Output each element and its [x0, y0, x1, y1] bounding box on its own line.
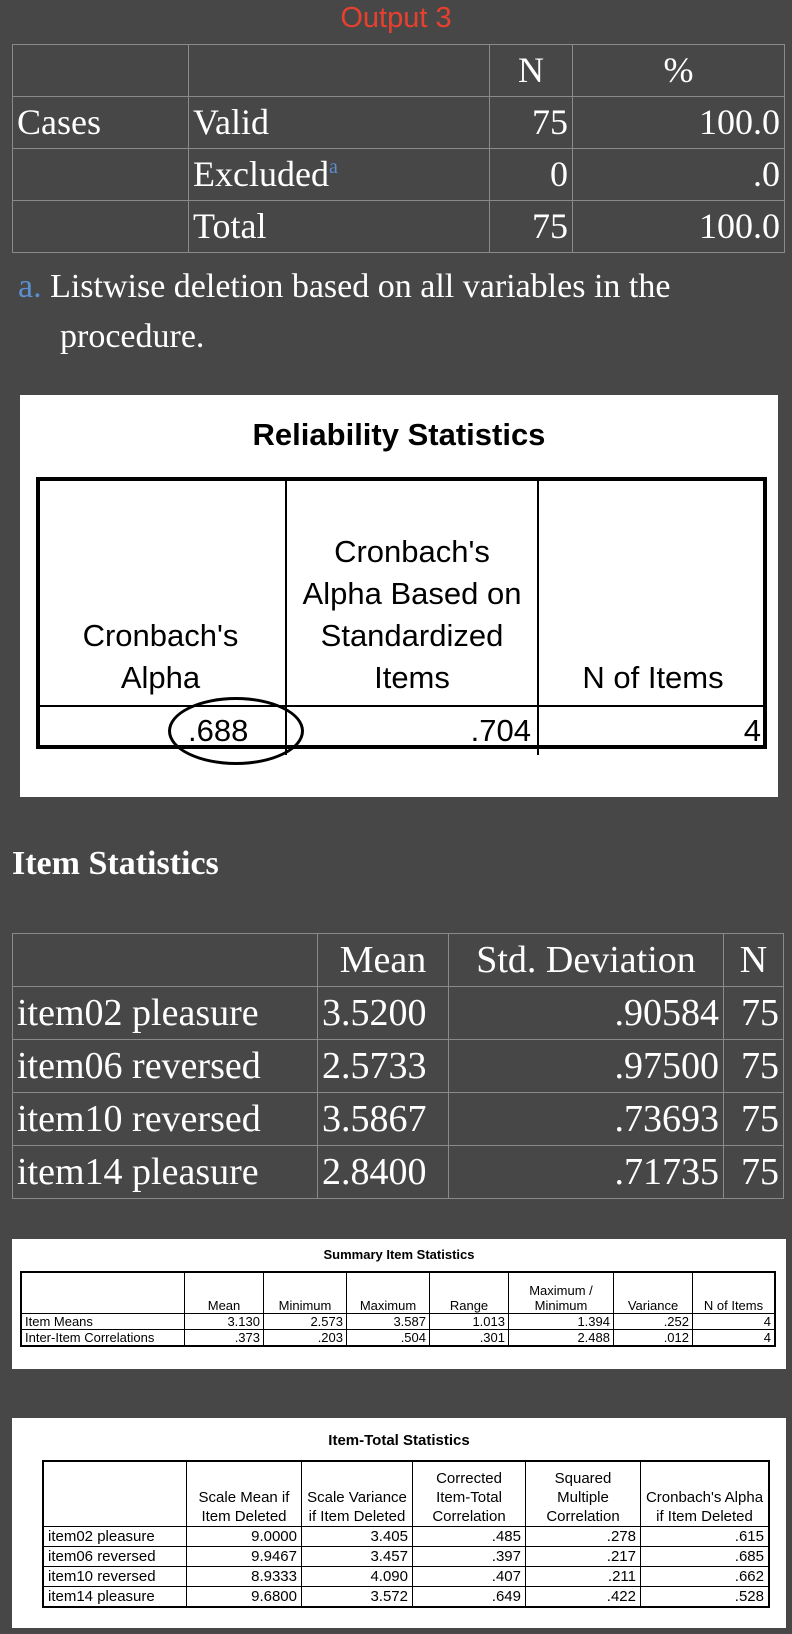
data-cell: .662 [641, 1567, 770, 1587]
table-row [21, 1314, 775, 1330]
n-cell: 75 [490, 97, 573, 149]
row-label: item02 pleasure [43, 1527, 187, 1547]
data-cell: .278 [526, 1527, 641, 1547]
table-row [43, 1527, 769, 1547]
data-cell: 9.6800 [187, 1587, 302, 1608]
cronbach-alpha-value: .688 [36, 706, 286, 755]
table-row [43, 1547, 769, 1567]
table-header-row [21, 1272, 775, 1314]
row-label [189, 97, 490, 149]
reliability-statistics-panel [20, 395, 778, 797]
data-cell: 4.090 [302, 1567, 413, 1587]
n-cell: 75 [724, 1040, 784, 1093]
data-cell: .203 [264, 1330, 347, 1347]
std-dev-cell: .73693 [449, 1093, 724, 1146]
data-cell: 9.0000 [187, 1527, 302, 1547]
row-label: item10 reversed [43, 1567, 187, 1587]
table-row [13, 1146, 784, 1199]
table-row [43, 1567, 769, 1587]
mean-cell: 3.5867 [318, 1093, 449, 1146]
data-cell: .422 [526, 1587, 641, 1608]
data-cell: .615 [641, 1527, 770, 1547]
n-of-items-value: 4 [743, 713, 761, 748]
header-cell: N of Items [693, 1272, 776, 1314]
data-cell: 1.394 [509, 1314, 614, 1330]
header-cell: Minimum [264, 1272, 347, 1314]
data-cell: 3.587 [347, 1314, 430, 1330]
header-cell [43, 1461, 187, 1527]
header-cell: Corrected Item-Total Correlation [413, 1461, 526, 1527]
header-cell: Squared Multiple Correlation [526, 1461, 641, 1527]
table-row [13, 1040, 784, 1093]
data-cell: 2.573 [264, 1314, 347, 1330]
data-cell: .211 [526, 1567, 641, 1587]
table-header-row [13, 934, 784, 987]
mean-cell: 2.5733 [318, 1040, 449, 1093]
item-total-title: Item-Total Statistics [328, 1432, 470, 1449]
header-cell: Cronbach's Alpha Based on Standardized Items [286, 477, 538, 706]
item-total-statistics-table [42, 1460, 770, 1608]
standardized-alpha-value: .704 [286, 706, 538, 755]
footnote-mark: a. [18, 268, 42, 305]
item-label: item10 reversed [13, 1093, 318, 1146]
table-header-row [36, 477, 767, 706]
table-row [13, 987, 784, 1040]
highlight-circle [168, 697, 304, 765]
table-row [13, 1093, 784, 1146]
row-label: item06 reversed [43, 1547, 187, 1567]
header-cell: Variance [614, 1272, 693, 1314]
item-label: item06 reversed [13, 1040, 318, 1093]
header-cell: % [573, 45, 785, 97]
std-dev-cell: .97500 [449, 1040, 724, 1093]
footnote-line-2: procedure. [60, 318, 205, 355]
table-footnote [18, 262, 788, 362]
item-total-statistics-panel [12, 1418, 786, 1628]
data-cell: 2.488 [509, 1330, 614, 1347]
header-cell [13, 934, 318, 987]
case-processing-table [12, 44, 785, 253]
header-cell: Scale Mean if Item Deleted [187, 1461, 302, 1527]
reliability-table [36, 477, 767, 755]
row-label-text: Valid [193, 102, 269, 142]
header-cell: Std. Deviation [449, 934, 724, 987]
n-cell: 75 [490, 201, 573, 253]
table-row [13, 97, 785, 149]
row-label-text: Excluded [193, 154, 329, 194]
data-cell: 3.457 [302, 1547, 413, 1567]
data-cell: .407 [413, 1567, 526, 1587]
header-cell: N [724, 934, 784, 987]
percent-cell: .0 [573, 149, 785, 201]
header-cell: Range [430, 1272, 509, 1314]
data-cell: .373 [185, 1330, 264, 1347]
footnote-line-1 [18, 262, 788, 312]
header-cell [189, 45, 490, 97]
header-cell: Scale Variance if Item Deleted [302, 1461, 413, 1527]
row-label: Inter-Item Correlations [21, 1330, 185, 1347]
percent-cell: 100.0 [573, 97, 785, 149]
header-cell: Mean [185, 1272, 264, 1314]
table-row [43, 1587, 769, 1608]
header-cell: Cronbach's Alpha if Item Deleted [641, 1461, 770, 1527]
footnote-text: Listwise deletion based on all variables in the [50, 268, 671, 305]
table-header-row [13, 45, 785, 97]
table-row [13, 149, 785, 201]
row-group [13, 201, 189, 253]
table-row [13, 201, 785, 253]
data-cell: 3.405 [302, 1527, 413, 1547]
table-row [36, 706, 767, 755]
output-title: Output 3 [340, 2, 452, 34]
header-cell [21, 1272, 185, 1314]
data-cell: .301 [430, 1330, 509, 1347]
data-cell: .485 [413, 1527, 526, 1547]
data-cell: .252 [614, 1314, 693, 1330]
row-label-text: Total [193, 206, 267, 246]
reliability-title: Reliability Statistics [252, 417, 546, 452]
table-row [21, 1330, 775, 1347]
header-cell [13, 45, 189, 97]
data-cell: .397 [413, 1547, 526, 1567]
summary-item-statistics-panel [12, 1239, 786, 1369]
data-cell: 8.9333 [187, 1567, 302, 1587]
n-cell: 75 [724, 1146, 784, 1199]
item-statistics-table [12, 933, 784, 1199]
data-cell: 3.130 [185, 1314, 264, 1330]
n-cell: 0 [490, 149, 573, 201]
data-cell: .685 [641, 1547, 770, 1567]
row-label: item14 pleasure [43, 1587, 187, 1608]
header-cell: Mean [318, 934, 449, 987]
item-label: item02 pleasure [13, 987, 318, 1040]
header-cell: N of Items [538, 477, 767, 706]
std-dev-cell: .71735 [449, 1146, 724, 1199]
data-cell: 4 [693, 1314, 776, 1330]
header-cell: Maximum [347, 1272, 430, 1314]
header-cell: Cronbach's Alpha [36, 477, 286, 706]
mean-cell: 2.8400 [318, 1146, 449, 1199]
summary-title: Summary Item Statistics [323, 1247, 475, 1262]
data-cell: .528 [641, 1587, 770, 1608]
header-cell: N [490, 45, 573, 97]
summary-item-statistics-table [20, 1271, 776, 1347]
row-group [13, 149, 189, 201]
n-cell: 75 [724, 987, 784, 1040]
data-cell: 4 [693, 1330, 776, 1347]
row-label [189, 201, 490, 253]
mean-cell: 3.5200 [318, 987, 449, 1040]
row-label [189, 149, 490, 201]
item-label: item14 pleasure [13, 1146, 318, 1199]
table-header-row [43, 1461, 769, 1527]
footnote-superscript: a [328, 156, 338, 178]
row-label: Item Means [21, 1314, 185, 1330]
data-cell: .217 [526, 1547, 641, 1567]
percent-cell: 100.0 [573, 201, 785, 253]
n-cell: 75 [724, 1093, 784, 1146]
data-cell: .012 [614, 1330, 693, 1347]
data-cell: .504 [347, 1330, 430, 1347]
item-statistics-heading: Item Statistics [12, 845, 219, 882]
data-cell: 1.013 [430, 1314, 509, 1330]
data-cell: 3.572 [302, 1587, 413, 1608]
std-dev-cell: .90584 [449, 987, 724, 1040]
data-cell: 9.9467 [187, 1547, 302, 1567]
data-cell: .649 [413, 1587, 526, 1608]
header-cell: Maximum / Minimum [509, 1272, 614, 1314]
row-group: Cases [13, 97, 189, 149]
